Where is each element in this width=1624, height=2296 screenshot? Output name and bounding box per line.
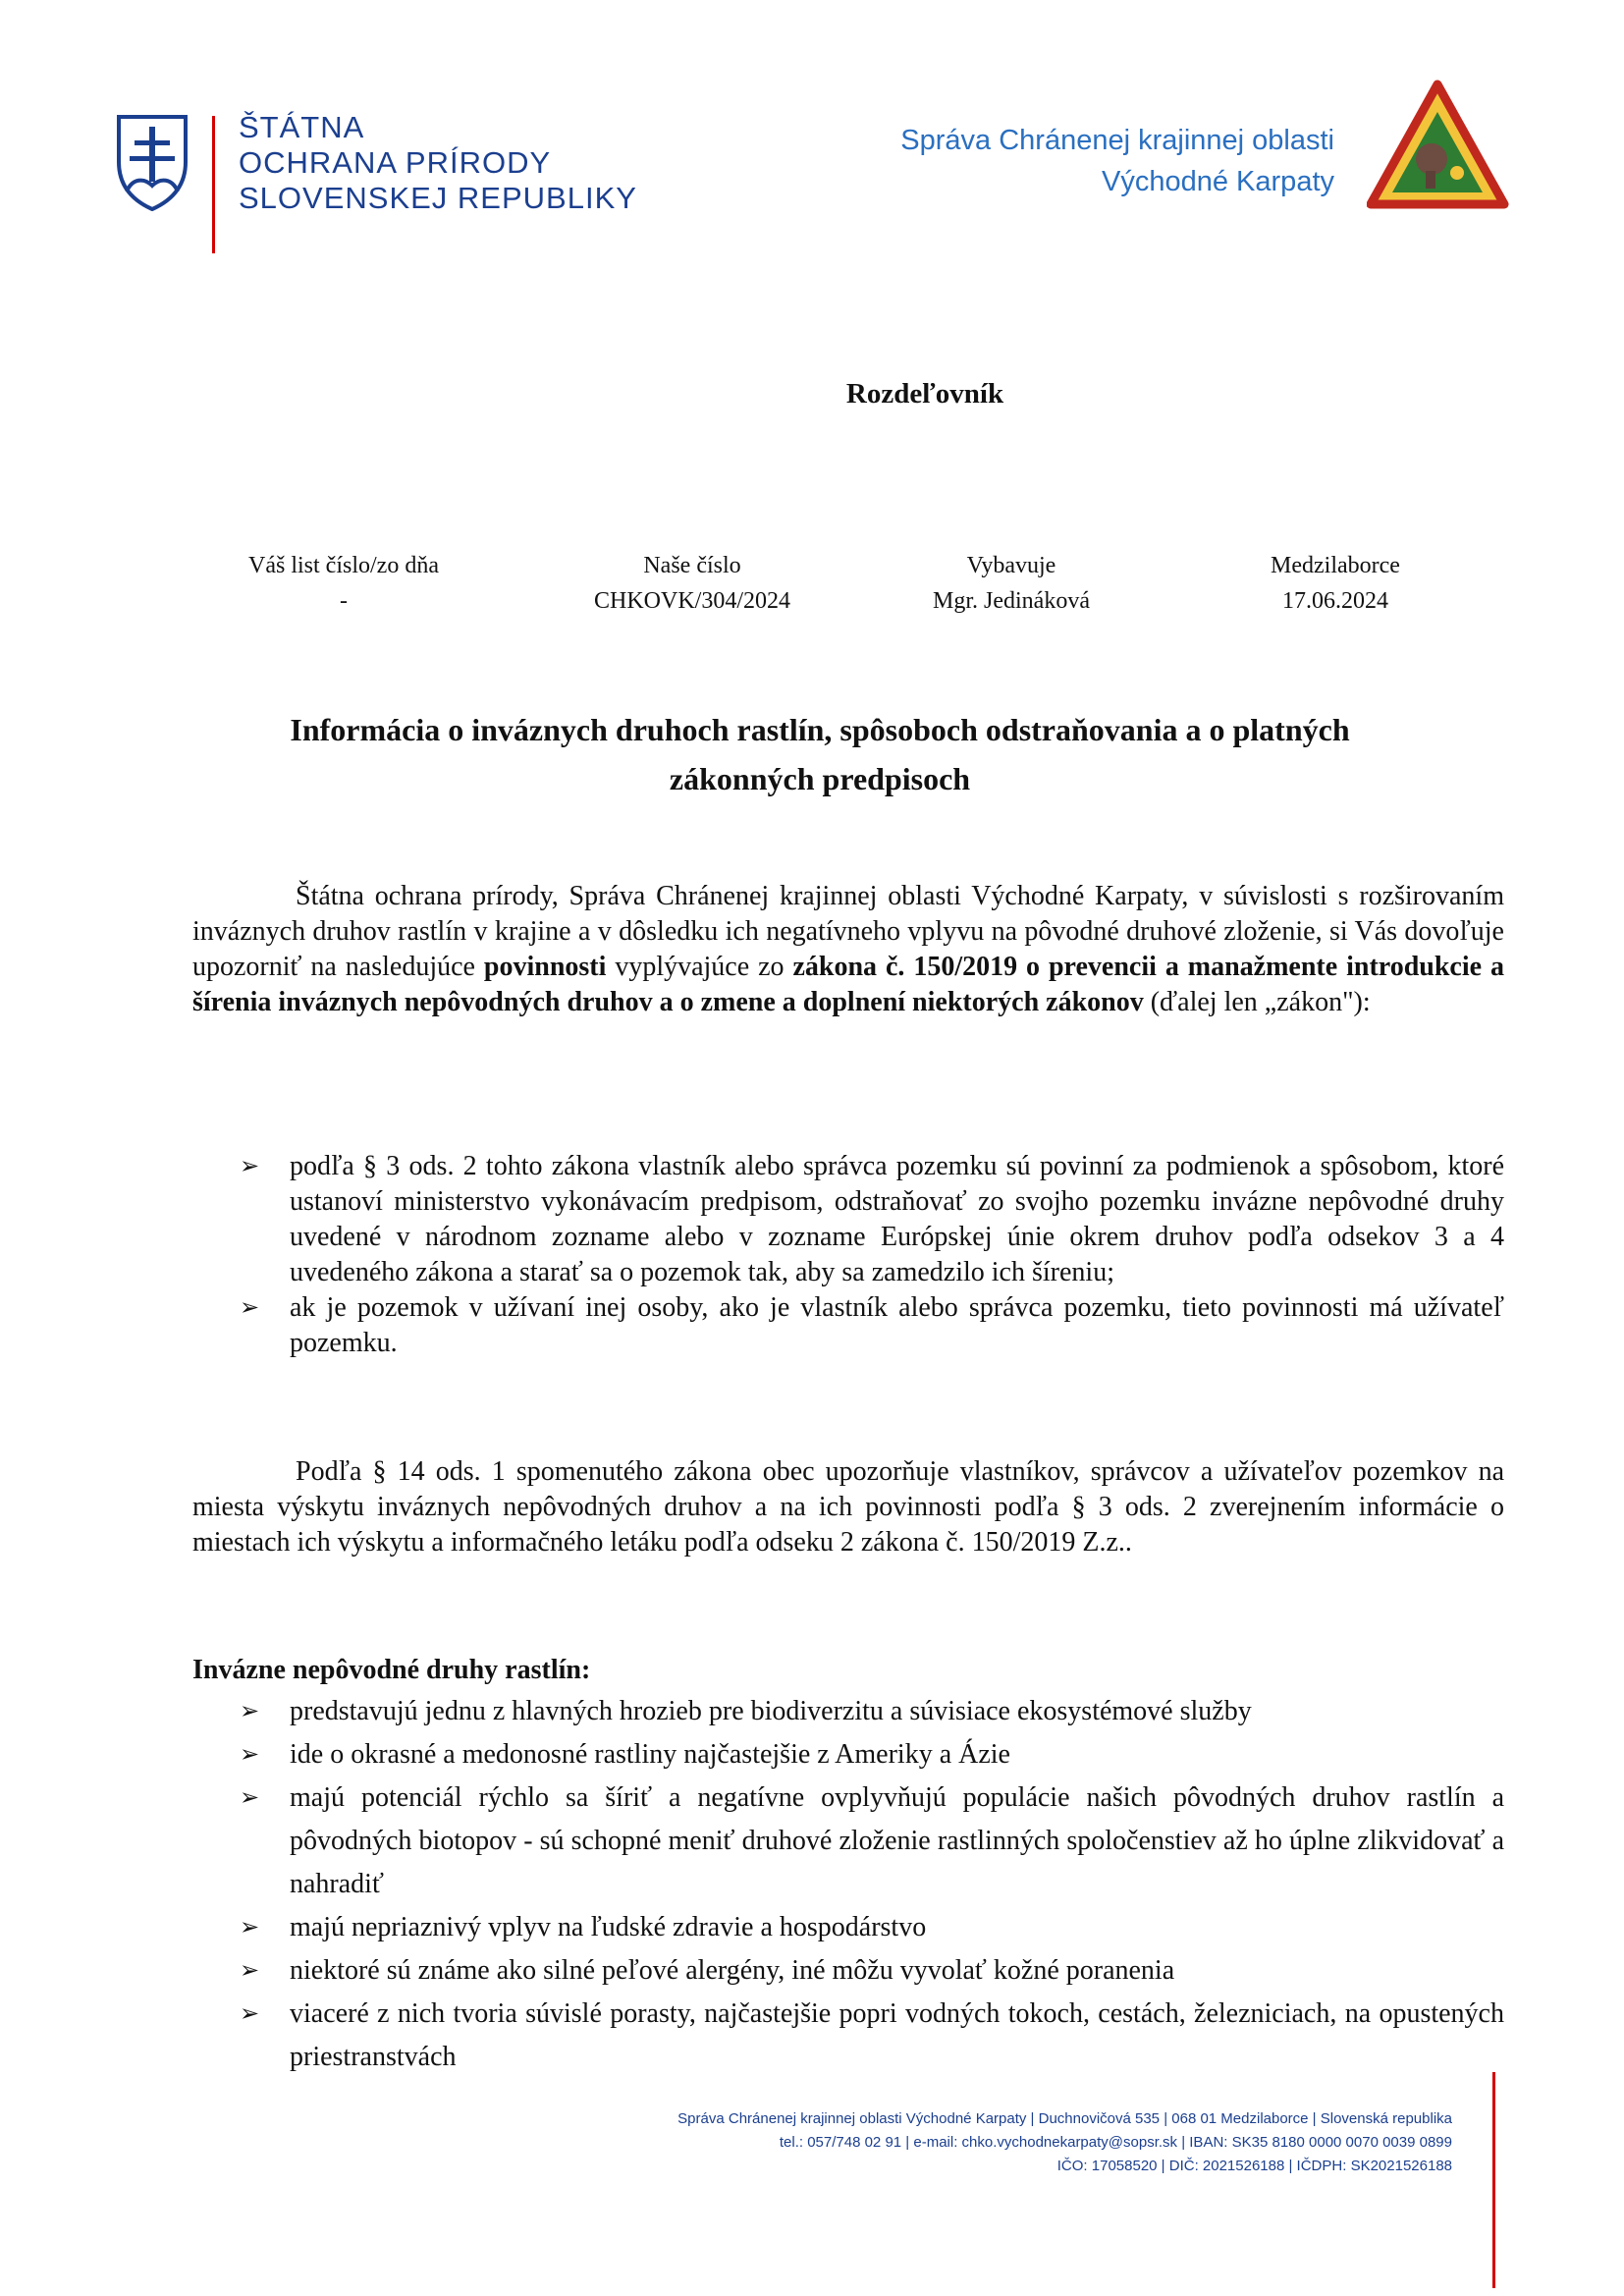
letter-subject	[147, 705, 1492, 803]
section-heading: Invázne nepôvodné druhy rastlín:	[192, 1655, 591, 1685]
org-line-3: SLOVENSKEJ REPUBLIKY	[239, 181, 637, 215]
footer-contact	[677, 2107, 1452, 2178]
arrow-bullet-icon: ➢	[240, 1915, 260, 1941]
meta-label: Medzilaborce	[1271, 553, 1400, 578]
arrow-bullet-icon: ➢	[240, 2001, 260, 2027]
meta-label: Vybavuje	[966, 553, 1056, 578]
org-line-2: OCHRANA PRÍRODY	[239, 145, 552, 180]
agency-line-2: Východné Karpaty	[1102, 166, 1334, 197]
list-item	[236, 1906, 1504, 1949]
intro-paragraph	[192, 879, 1504, 1020]
state-emblem-icon	[113, 113, 191, 211]
meta-label: Váš list číslo/zo dňa	[248, 553, 439, 578]
list-item	[236, 1690, 1504, 1733]
meta-value: CHKOVK/304/2024	[593, 588, 790, 614]
intro-text-2: vyplývajúce zo	[606, 952, 793, 982]
list-item-text: viaceré z nich tvoria súvislé porasty, najčastejšie popri vodných tokoch, cestách, železniciach, na opustených priestranstvách	[290, 1998, 1504, 2072]
intro-text-1: Štátna ochrana prírody, Správa Chránenej krajinnej oblasti Východné Karpaty, v súvislosti s rozširovaním inváznych druhov rastlín v krajine a v dôsledku ich negatívneho vplyvu na pôvodné druhové zloženie, si Vás dovoľuje upozorniť na nasledujúce	[192, 881, 1504, 982]
list-item-text: predstavujú jednu z hlavných hrozieb pre biodiverzitu a súvisiace ekosystémové služby	[290, 1696, 1252, 1726]
municipality-paragraph: Podľa § 14 ods. 1 spomenutého zákona obec upozorňuje vlastníkov, správcov a užívateľov pozemkov na miesta výskytu inváznych nepôvodných druhov a na ich povinnosti podľa § 3 ods. 2 zverejnením informácie o miestach ich výskytu a informačného letáku podľa odseku 2 zákona č. 150/2019 Z.z..	[192, 1456, 1504, 1558]
arrow-bullet-icon: ➢	[240, 1958, 260, 1984]
list-item	[236, 1149, 1504, 1290]
organization-name	[239, 110, 637, 216]
intro-bold-law: zákona č. 150/2019 o prevencii a manažmente introdukcie a šírenia inváznych nepôvodných druhov a o zmene a doplnení niektorých zákonov	[192, 952, 1504, 1017]
meta-handled-by	[884, 548, 1139, 619]
list-item	[236, 1733, 1504, 1777]
list-item	[236, 1949, 1504, 1993]
header-divider	[212, 116, 215, 253]
subject-line-1: Informácia o inváznych druhoch rastlín, spôsoboch odstraňovania a o platných	[290, 712, 1350, 747]
list-item	[236, 1993, 1504, 2079]
meta-your-letter	[226, 548, 461, 619]
agency-line-1: Správa Chránenej krajinnej oblasti	[900, 125, 1334, 156]
arrow-bullet-icon: ➢	[240, 1742, 260, 1768]
document-type: Rozdeľovník	[845, 378, 1004, 410]
list-item-text: podľa § 3 ods. 2 tohto zákona vlastník alebo správca pozemku sú povinní za podmienok a spôsobom, ktoré ustanoví ministerstvo vykonávacím predpisom, odstraňovať zo svojho pozemku invázne nepôvodné druhy uvedené v národnom zozname alebo v zozname Európskej únie okrem druhov podľa odsekov 3 a 4 uvedeného zákona a starať sa o pozemok tak, aby sa zamedzilo ich šíreniu;	[290, 1151, 1504, 1287]
meta-label: Naše číslo	[643, 553, 741, 578]
arrow-bullet-icon: ➢	[240, 1154, 260, 1179]
list-item	[236, 1777, 1504, 1906]
species-facts-list	[236, 1690, 1504, 2079]
agency-name	[900, 120, 1334, 202]
footer-tax-ids: IČO: 17058520 | DIČ: 2021526188 | IČDPH: SK2021526188	[1056, 2158, 1452, 2174]
footer-address: Správa Chránenej krajinnej oblasti Východné Karpaty | Duchnovičová 535 | 068 01 Medzilaborce | Slovenská republika	[677, 2110, 1452, 2127]
footer-divider	[1492, 2072, 1495, 2288]
list-item-text: ide o okrasné a medonosné rastliny najčastejšie z Ameriky a Ázie	[290, 1739, 1010, 1770]
meta-value: -	[340, 588, 348, 614]
obligations-list	[236, 1149, 1504, 1361]
arrow-bullet-icon: ➢	[240, 1295, 260, 1321]
org-line-1: ŠTÁTNA	[239, 110, 365, 144]
meta-place-date	[1237, 548, 1434, 619]
list-item-text: majú nepriaznivý vplyv na ľudské zdravie a hospodárstvo	[290, 1912, 927, 1942]
list-item-text: niektoré sú známe ako silné peľové alergény, iné môžu vyvolať kožné poranenia	[290, 1955, 1175, 1986]
intro-text-3: (ďalej len „zákon"):	[1143, 987, 1371, 1017]
list-item-text: majú potenciál rýchlo sa šíriť a negatívne ovplyvňujú populácie našich pôvodných druhov rastlín a pôvodných biotopov - sú schopné meniť druhové zloženie rastlinných spoločenstiev až ho úplne zlikvidovať a nahradiť	[290, 1782, 1504, 1899]
footer-phone-email-iban: tel.: 057/748 02 91 | e-mail: chko.vychodnekarpaty@sopsr.sk | IBAN: SK35 8180 0000 0070 0039 0899	[779, 2134, 1452, 2151]
intro-bold-duties: povinnosti	[483, 952, 607, 982]
arrow-bullet-icon: ➢	[240, 1699, 260, 1724]
meta-value: 17.06.2024	[1282, 588, 1388, 614]
list-item	[236, 1290, 1504, 1361]
protected-area-logo	[1367, 79, 1509, 221]
arrow-bullet-icon: ➢	[240, 1785, 260, 1811]
meta-value: Mgr. Jedináková	[933, 588, 1090, 614]
list-item-text: ak je pozemok v užívaní inej osoby, ako je vlastník alebo správca pozemku, tieto povinnosti má užívateľ pozemku.	[290, 1292, 1504, 1358]
subject-line-2: zákonných predpisoch	[669, 761, 971, 796]
meta-our-number	[535, 548, 849, 619]
